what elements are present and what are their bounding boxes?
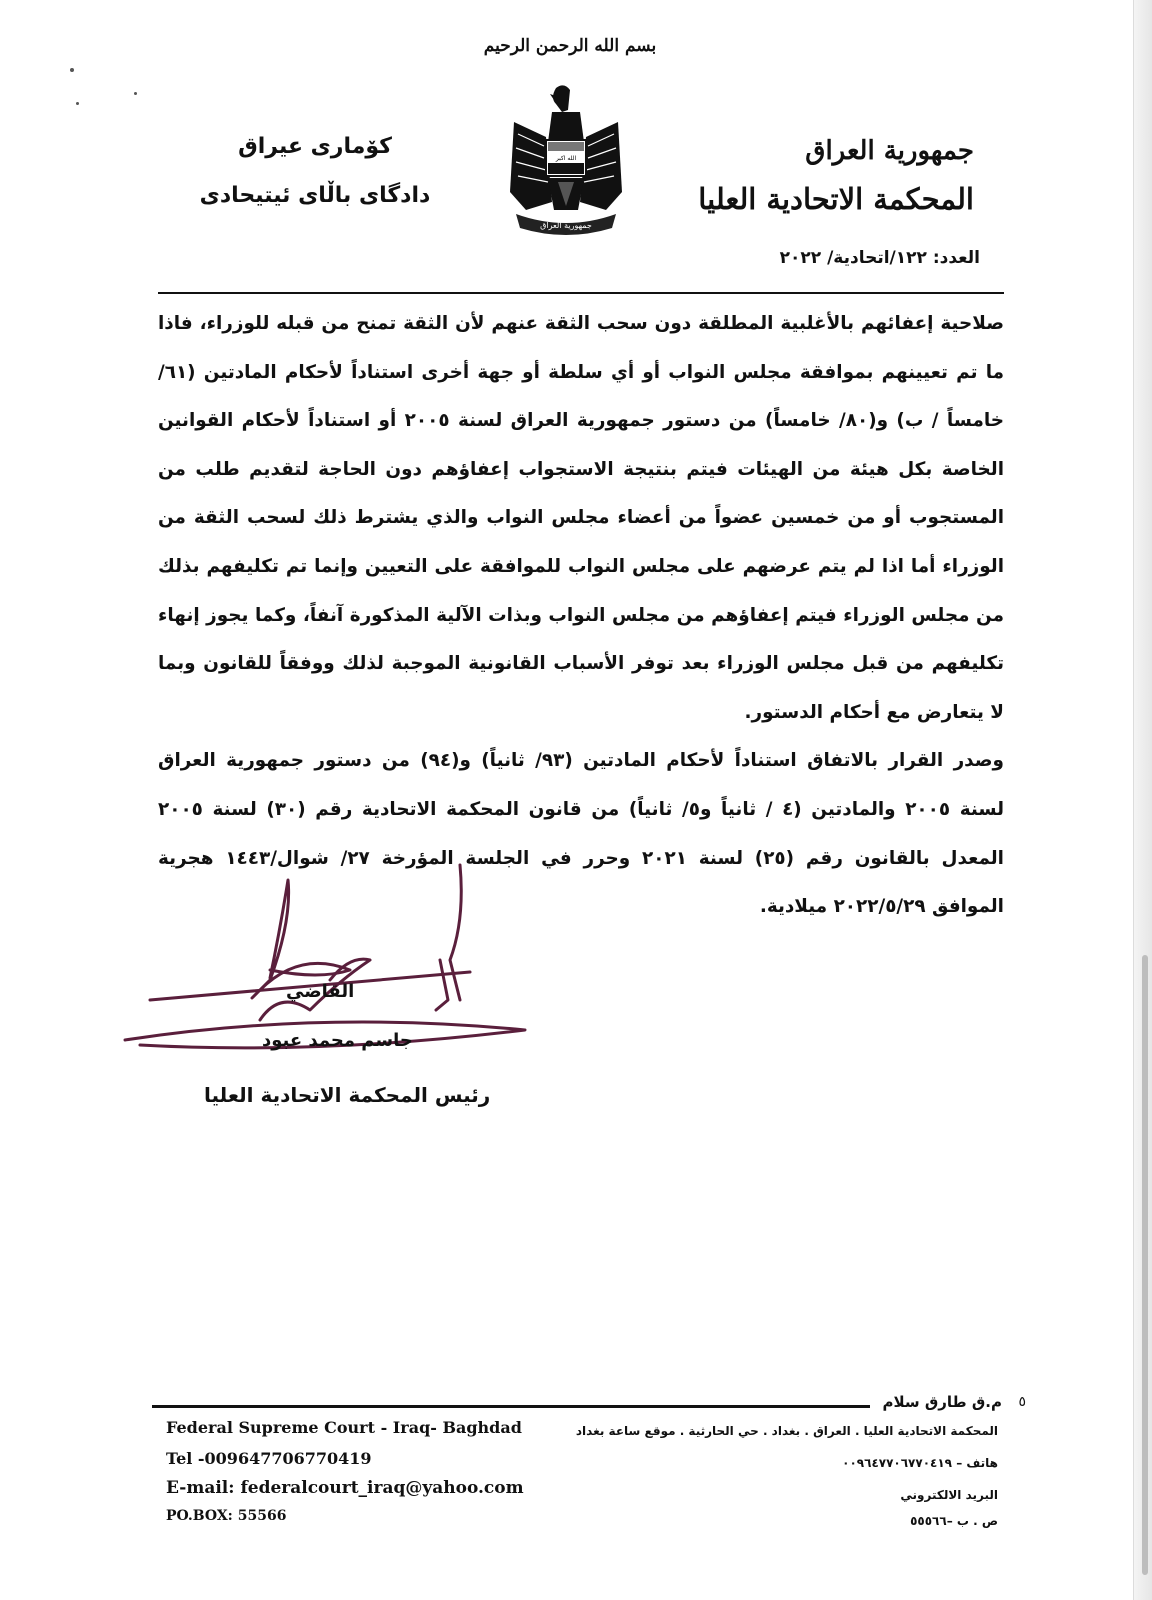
reference-number: العدد: ١٢٢/اتحادية/ ٢٠٢٢ (779, 248, 980, 268)
pobox-ar: ص . ب –٥٥٥٦٦ (910, 1514, 998, 1528)
court-address-en: Federal Supreme Court - Iraq- Baghdad (166, 1418, 522, 1437)
scan-speck (76, 102, 79, 105)
iraq-eagle-emblem-icon (506, 82, 626, 242)
court-name-ku: دادگاى باڵاى ئيتيحادى (199, 183, 431, 208)
emblem-base-text: جمهورية العراق (540, 221, 592, 230)
kurdish-letterhead (190, 134, 440, 208)
judge-title: القاضي (286, 981, 355, 1002)
basmala: بسم الله الرحمن الرحيم (483, 36, 657, 56)
pobox-en: PO.BOX: 55566 (166, 1508, 287, 1524)
phone-ar: هاتف – ٠٠٩٦٤٧٧٠٦٧٧٠٤١٩ (842, 1456, 998, 1470)
republic-name-ar: جمهورية العراق (805, 136, 974, 166)
decision-body (158, 300, 1004, 932)
header-divider (158, 292, 1004, 294)
footer-contact-ar (538, 1424, 998, 1528)
phone-en: Tel -009647706770419 (166, 1449, 372, 1468)
shield-text: الله اكبر (555, 155, 577, 162)
scan-speck (70, 68, 74, 72)
judge-role: رئيس المحكمة الاتحادية العليا (204, 1083, 491, 1107)
arabic-letterhead (674, 136, 974, 216)
drafter-initials: م.ق طارق سلام (882, 1393, 1002, 1411)
decision-paragraph: صلاحية إعفائهم بالأغلبية المطلقة دون سحب الثقة عنهم لأن الثقة تمنح من قبله للوزراء، فاذا ما تم تعيينهم بموافقة مجلس النواب أو أي سلطة أو جهة أخرى استناداً لأحكام المادتين (٦١/خامساً / ب) و(٨٠/ خامساً) من دستور جمهورية العراق لسنة ٢٠٠٥ أو استناداً لأحكام القوانين الخاصة بكل هيئة من الهيئات فيتم بنتيجة الاستجواب إعفاؤهم دون الحاجة لتقديم طلب من المستجوب أو من خمسين عضواً من أعضاء مجلس النواب والذي يشترط ذلك لسحب الثقة من الوزراء أما اذا لم يتم عرضهم على مجلس النواب للموافقة على التعيين وإنما تم تكليفهم بذلك من مجلس الوزراء فيتم إعفاؤهم من مجلس النواب وبذات الآلية المذكورة آنفاً، وكما يجوز إنهاء تكليفهم من قبل مجلس الوزراء بعد توفر الأسباب القانونية الموجبة لذلك ووفقاً للقانون وبما لا يتعارض مع أحكام الدستور. (158, 313, 1004, 723)
judge-name: جاسم محمد عبود (262, 1030, 413, 1051)
court-address-ar: المحكمة الاتحادية العليا . العراق . بغداد . حي الحارثية . موقع ساعة بغداد (575, 1424, 998, 1438)
page-number: ٥ (1018, 1394, 1026, 1410)
footer-contact-en (166, 1418, 524, 1524)
scrollbar-thumb[interactable] (1142, 955, 1148, 1575)
email-en: E-mail: federalcourt_iraq@yahoo.com (166, 1478, 524, 1498)
decision-paragraph: وصدر القرار بالاتفاق استناداً لأحكام المادتين (٩٣/ ثانياً) و(٩٤) من دستور جمهورية العراق لسنة ٢٠٠٥ والمادتين (٤ / ثانياً و٥/ ثانياً) من قانون المحكمة الاتحادية رقم (٣٠) لسنة ٢٠٠٥ المعدل بالقانون رقم (٢٥) لسنة ٢٠٢١ وحرر في الجلسة المؤرخة ٢٧/ شوال/١٤٤٣ هجرية الموافق ٢٠٢٢/٥/٢٩ ميلادية. (158, 750, 1004, 918)
court-name-ar: المحكمة الاتحادية العليا (698, 182, 974, 216)
footer-divider (152, 1405, 870, 1408)
email-label-ar: البريد الالكتروني (900, 1488, 998, 1502)
republic-name-ku: كۆمارى عيراق (238, 134, 392, 159)
scan-speck (134, 92, 137, 95)
